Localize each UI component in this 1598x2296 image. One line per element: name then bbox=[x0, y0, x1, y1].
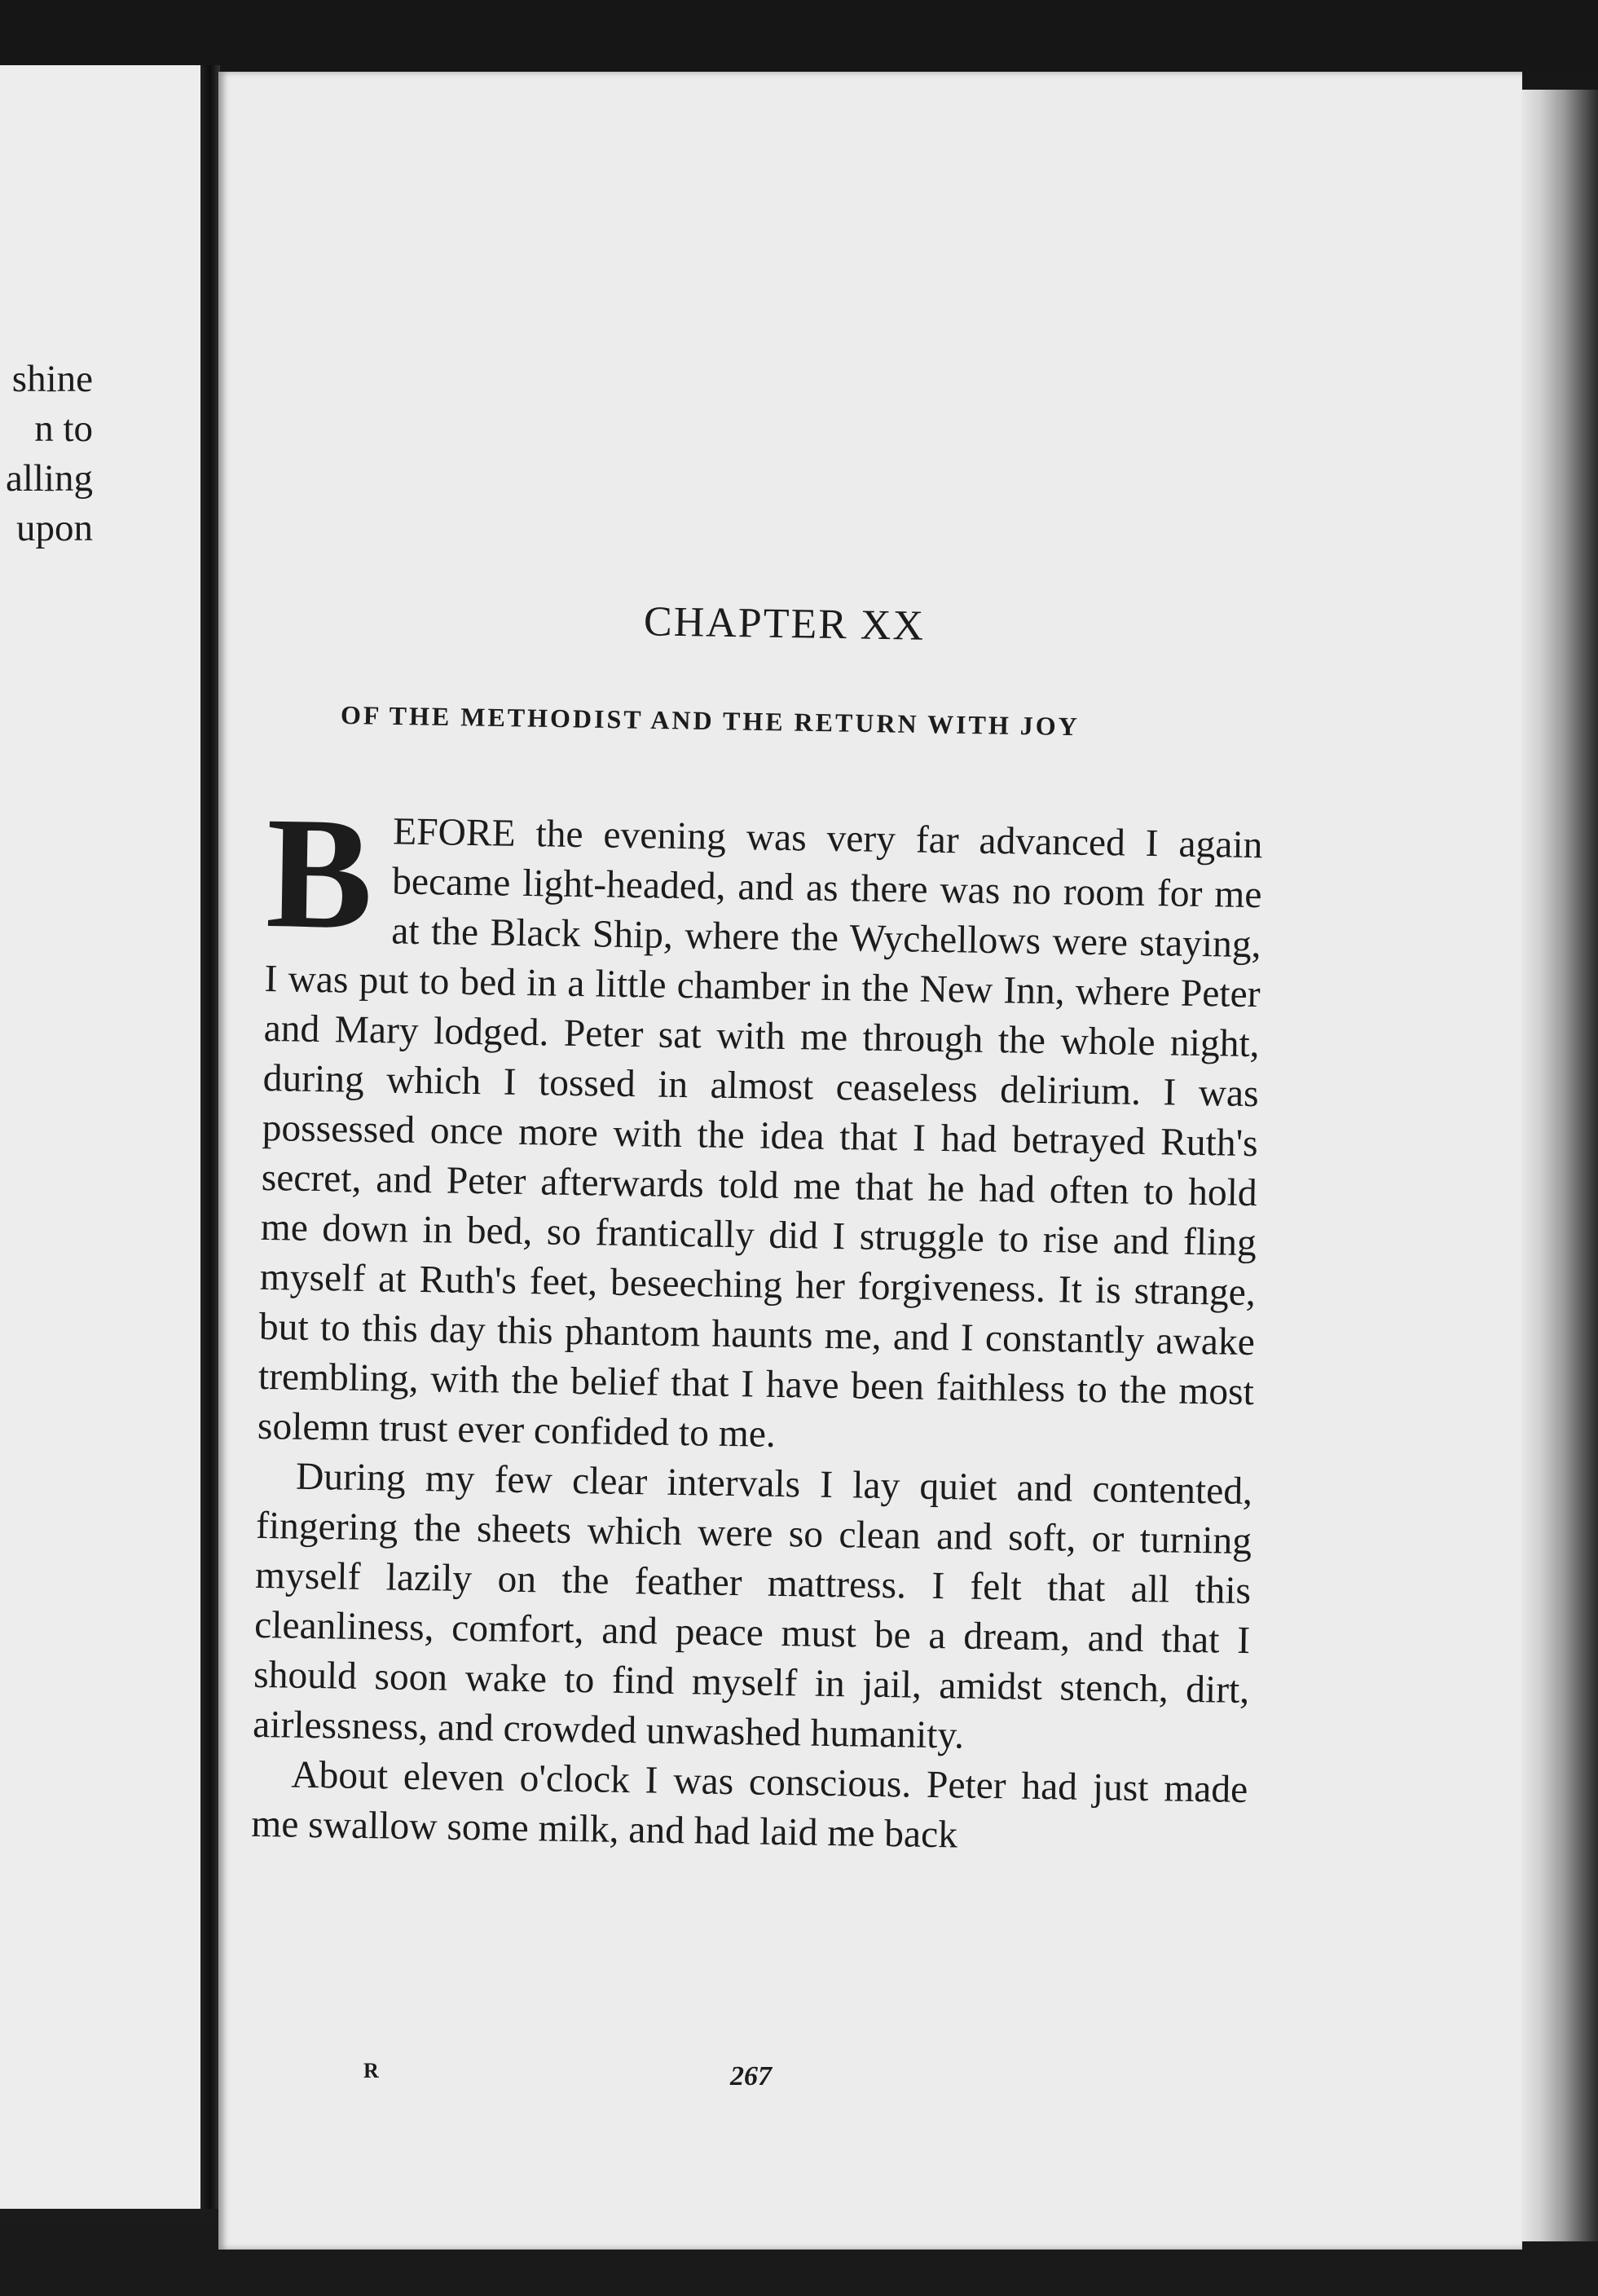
drop-cap: B bbox=[264, 784, 375, 963]
chapter-subtitle: OF THE METHODIST AND THE RETURN WITH JOY bbox=[340, 699, 1081, 742]
chapter-title: CHAPTER XX bbox=[643, 598, 926, 650]
previous-page-line: shine bbox=[11, 358, 93, 400]
paragraph bbox=[257, 784, 1263, 1467]
signature-mark: R bbox=[363, 2059, 379, 2082]
previous-page-line: n to bbox=[34, 408, 93, 450]
previous-page-line: upon bbox=[16, 507, 93, 549]
previous-page-fragment bbox=[0, 65, 204, 2209]
page-edge-shadow bbox=[1522, 90, 1598, 2241]
book-page bbox=[218, 72, 1522, 2250]
book-gutter bbox=[200, 65, 220, 2209]
paragraph: About eleven o'clock I was conscious. Peter had just made me swallow some milk, and had laid me back bbox=[250, 1753, 1248, 1857]
previous-page-text bbox=[0, 355, 93, 553]
chapter-body bbox=[250, 784, 1263, 1865]
page-number: 267 bbox=[730, 2061, 772, 2091]
paragraph: During my few clear intervals I lay quiet and contented, fingering the sheets which were so clean and soft, or turning myself lazily on the feather mattress. I felt that all this cleanliness, comfort, and peace must be a dream, and that I should soon wake to find myself in jail, amidst stench, dirt, airlessness, and crowded unwashed humanity. bbox=[252, 1455, 1253, 1757]
previous-page-line: alling bbox=[5, 457, 93, 500]
paragraph-text: EFORE the evening was very far advanced I again became light-headed, and as there was no room for me at the Black Ship, where the Wychellows were staying, I was put to bed in a little chamber in the New Inn, where Peter and Mary lodged. Peter sat with me through the whole night, during which I tossed in almost ceaseless delirium. I was possessed once more with the idea that I had betrayed Ruth's secret, and Peter afterwards told me that he had often to hold me down in bed, so frantically did I struggle to rise and fling myself at Ruth's feet, beseeching her forgiveness. It is strange, but to this day this phantom haunts me, and I constantly awake trembling, with the belief that I have been faithless to the most solemn trust ever confided to me. bbox=[257, 810, 1263, 1456]
